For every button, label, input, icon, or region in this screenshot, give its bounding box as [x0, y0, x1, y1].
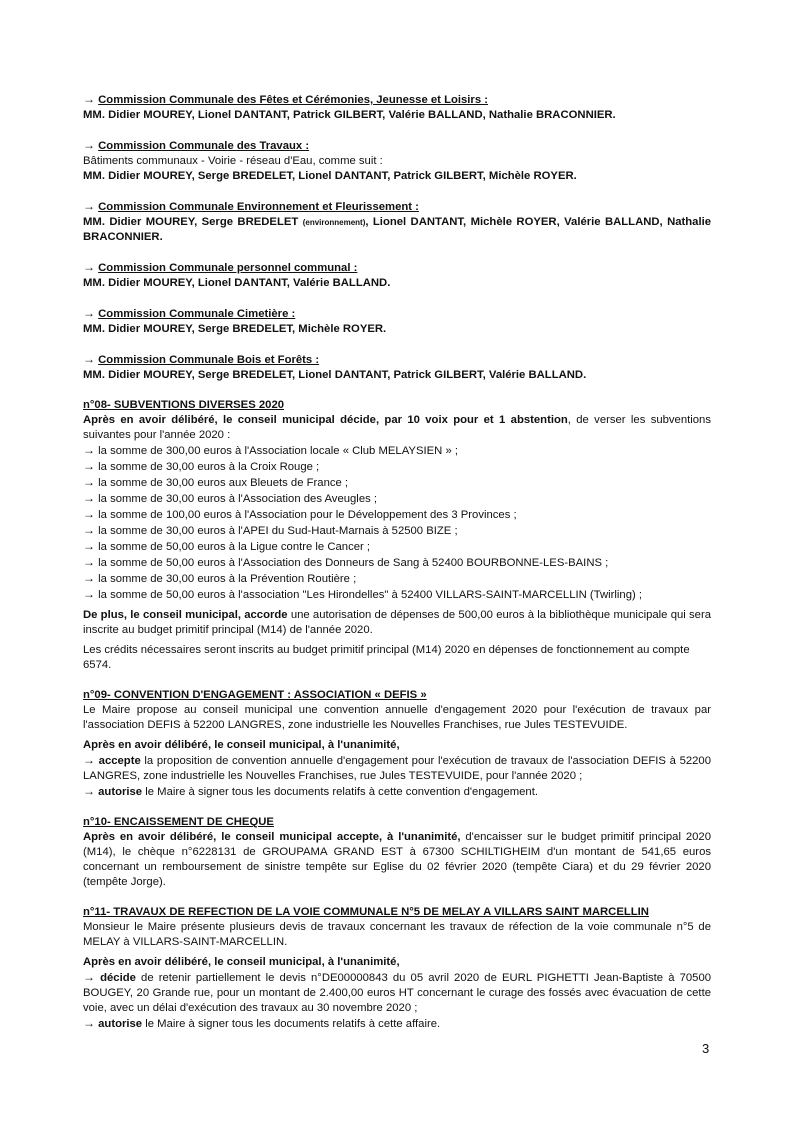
arrow-icon: →	[83, 352, 95, 366]
arrow-icon: →	[83, 443, 95, 457]
commission-environnement	[83, 199, 711, 245]
list-item	[83, 523, 711, 539]
arrow-icon: →	[83, 507, 95, 521]
arrow-icon: →	[83, 260, 95, 274]
commission-personnel	[83, 260, 711, 291]
arrow-icon: →	[83, 571, 95, 585]
arrow-icon: →	[83, 92, 95, 106]
decision-text: de retenir partiellement le devis n°DE00000843 du 05 avril 2020 de EURL PIGHETTI Jean-Baptiste à 70500 BOUGEY, 20 Grande rue, pour un montant de 2.400,00 euros HT concernant le curage des fossés avec évacuation de cette voie, avec un délai d'exécution des travaux au 30 novembre 2020 ;	[83, 972, 712, 1014]
members-part: , Lionel DANTANT, Michèle ROYER, Valérie BALLAND, Nathalie BRACONNIER.	[83, 216, 712, 243]
decision-verb: autorise	[98, 1018, 143, 1030]
list-item-text: la somme de 50,00 euros à l'Association des Donneurs de Sang à 52400 BOURBONNE-LES-BAINS ;	[98, 557, 609, 569]
section-heading: n°09- CONVENTION D'ENGAGEMENT : ASSOCIATION « DEFIS »	[83, 689, 427, 701]
list-item	[83, 443, 711, 459]
arrow-icon: →	[83, 970, 95, 984]
list-item	[83, 571, 711, 587]
intro-rest: , de verser les subventions suivantes pour l'année 2020 :	[83, 414, 711, 441]
commission-members: MM. Didier MOUREY, Serge BREDELET, Lionel DANTANT, Patrick GILBERT, Valérie BALLAND.	[83, 369, 587, 381]
section-intro	[83, 413, 711, 443]
decision-item	[83, 784, 711, 800]
subvention-list	[83, 443, 711, 603]
decision-item	[83, 753, 711, 784]
commission-title: Commission Communale des Travaux :	[98, 140, 310, 152]
commission-title: Commission Communale Environnement et Fleurissement :	[98, 201, 419, 213]
section-heading: n°08- SUBVENTIONS DIVERSES 2020	[83, 399, 285, 411]
list-item-text: la somme de 30,00 euros à l'APEI du Sud-Haut-Marnais à 52500 BIZE ;	[98, 525, 458, 537]
commission-bois	[83, 352, 711, 383]
section-intro: Le Maire propose au conseil municipal une convention annuelle d'engagement 2020 pour l'exécution de travaux par l'association DEFIS à 52200 LANGRES, zone industrielle les Nouvelles Franchises, rue Jules TESTEVUIDE.	[83, 704, 711, 731]
section-decision: Après en avoir délibéré, le conseil municipal, à l'unanimité,	[83, 956, 400, 968]
list-item-text: la somme de 50,00 euros à l'association "Les Hirondelles" à 52400 VILLARS-SAINT-MARCELLIN (Twirling) ;	[98, 589, 643, 601]
section-heading: n°10- ENCAISSEMENT DE CHEQUE	[83, 816, 274, 828]
arrow-icon: →	[83, 784, 95, 798]
arrow-icon: →	[83, 306, 95, 320]
decision-verb: autorise	[98, 786, 143, 798]
commission-members: MM. Didier MOUREY, Lionel DANTANT, Valérie BALLAND.	[83, 277, 391, 289]
decision-verb: accepte	[98, 755, 141, 767]
section-10	[83, 815, 711, 890]
arrow-icon: →	[83, 1016, 95, 1030]
arrow-icon: →	[83, 555, 95, 569]
list-item	[83, 555, 711, 571]
members-note: (environnement)	[302, 218, 366, 227]
section-decision: Après en avoir délibéré, le conseil municipal, à l'unanimité,	[83, 739, 400, 751]
commission-travaux	[83, 138, 711, 184]
arrow-icon: →	[83, 491, 95, 505]
commission-cimetiere	[83, 306, 711, 337]
commission-members: MM. Didier MOUREY, Serge BREDELET, Michèle ROYER.	[83, 323, 387, 335]
decision-verb: décide	[100, 972, 136, 984]
decision-text: le Maire à signer tous les documents relatifs à cette convention d'engagement.	[142, 786, 538, 798]
arrow-icon: →	[83, 475, 95, 489]
decision-text: d'encaisser sur le budget primitif principal 2020 (M14), le chèque n°6228131 de GROUPAMA GRAND EST à 67300 SCHILTIGHEIM d'un montant de 541,65 euros concernant un remboursement de sinistre tempête sur Eglise du 02 février 2020 (tempête Ciara) et du 29 février 2020 (tempête Jorge).	[83, 831, 711, 888]
list-item-text: la somme de 30,00 euros à la Prévention Routière ;	[98, 573, 357, 585]
arrow-icon: →	[83, 199, 95, 213]
list-item	[83, 507, 711, 523]
list-item	[83, 475, 711, 491]
list-item-text: la somme de 30,00 euros à la Croix Rouge ;	[98, 461, 320, 473]
more-rest: une autorisation de dépenses de 500,00 euros à la bibliothèque municipale qui sera inscrite au budget primitif principal (M14) de l'année 2020.	[83, 609, 711, 636]
commission-members: MM. Didier MOUREY, Lionel DANTANT, Patrick GILBERT, Valérie BALLAND, Nathalie BRACONNIER.	[83, 109, 616, 121]
list-item	[83, 459, 711, 475]
section-11	[83, 905, 711, 1032]
section-heading: n°11- TRAVAUX DE REFECTION DE LA VOIE COMMUNALE N°5 DE MELAY A VILLARS SAINT MARCELLIN	[83, 906, 649, 918]
list-item	[83, 587, 711, 603]
decision-bold: Après en avoir délibéré, le conseil municipal accepte, à l'unanimité,	[83, 831, 461, 843]
section-09	[83, 688, 711, 800]
list-item	[83, 491, 711, 507]
section-credits: Les crédits nécessaires seront inscrits au budget primitif principal (M14) 2020 en dépenses de fonctionnement au compte 6574.	[83, 644, 690, 671]
arrow-icon: →	[83, 459, 95, 473]
list-item-text: la somme de 100,00 euros à l'Association pour le Développement des 3 Provinces ;	[98, 509, 517, 521]
list-item-text: la somme de 30,00 euros à l'Association des Aveugles ;	[98, 493, 378, 505]
decision-text: la proposition de convention annuelle d'engagement pour l'exécution de travaux de l'association DEFIS à 52200 LANGRES, zone industrielle les Nouvelles Franchises, rue Jules TESTEVUIDE, pour l'année 2020 ;	[83, 755, 711, 782]
section-08	[83, 398, 711, 673]
section-decision	[83, 830, 711, 890]
commission-members	[83, 215, 711, 245]
document-body	[83, 92, 711, 1032]
decision-text: le Maire à signer tous les documents relatifs à cette affaire.	[142, 1018, 441, 1030]
section-more	[83, 608, 711, 638]
list-item-text: la somme de 50,00 euros à la Ligue contre le Cancer ;	[98, 541, 371, 553]
commission-title: Commission Communale des Fêtes et Cérémonies, Jeunesse et Loisirs :	[98, 94, 489, 106]
arrow-icon: →	[83, 523, 95, 537]
arrow-icon: →	[83, 587, 95, 601]
decision-item	[83, 1016, 711, 1032]
arrow-icon: →	[83, 539, 95, 553]
section-intro: Monsieur le Maire présente plusieurs devis de travaux concernant les travaux de réfection de la voie communale n°5 de MELAY à VILLARS-SAINT-MARCELLIN.	[83, 921, 711, 948]
arrow-icon: →	[83, 753, 95, 767]
more-bold: De plus, le conseil municipal, accorde	[83, 609, 288, 621]
list-item-text: la somme de 30,00 euros aux Bleuets de France ;	[98, 477, 349, 489]
commission-title: Commission Communale Cimetière :	[98, 308, 296, 320]
commission-note: Bâtiments communaux - Voirie - réseau d'Eau, comme suit :	[83, 155, 383, 167]
intro-bold: Après en avoir délibéré, le conseil municipal décide, par 10 voix pour et 1 abstention	[83, 414, 568, 426]
commission-title: Commission Communale personnel communal :	[98, 262, 358, 274]
commission-members: MM. Didier MOUREY, Serge BREDELET, Lionel DANTANT, Patrick GILBERT, Michèle ROYER.	[83, 170, 577, 182]
commission-fetes	[83, 92, 711, 123]
list-item	[83, 539, 711, 555]
decision-item	[83, 970, 711, 1016]
commission-title: Commission Communale Bois et Forêts :	[98, 354, 320, 366]
page-number: 3	[702, 1041, 710, 1056]
members-part: MM. Didier MOUREY, Serge BREDELET	[83, 216, 299, 228]
list-item-text: la somme de 300,00 euros à l'Association locale « Club MELAYSIEN » ;	[98, 445, 459, 457]
arrow-icon: →	[83, 138, 95, 152]
